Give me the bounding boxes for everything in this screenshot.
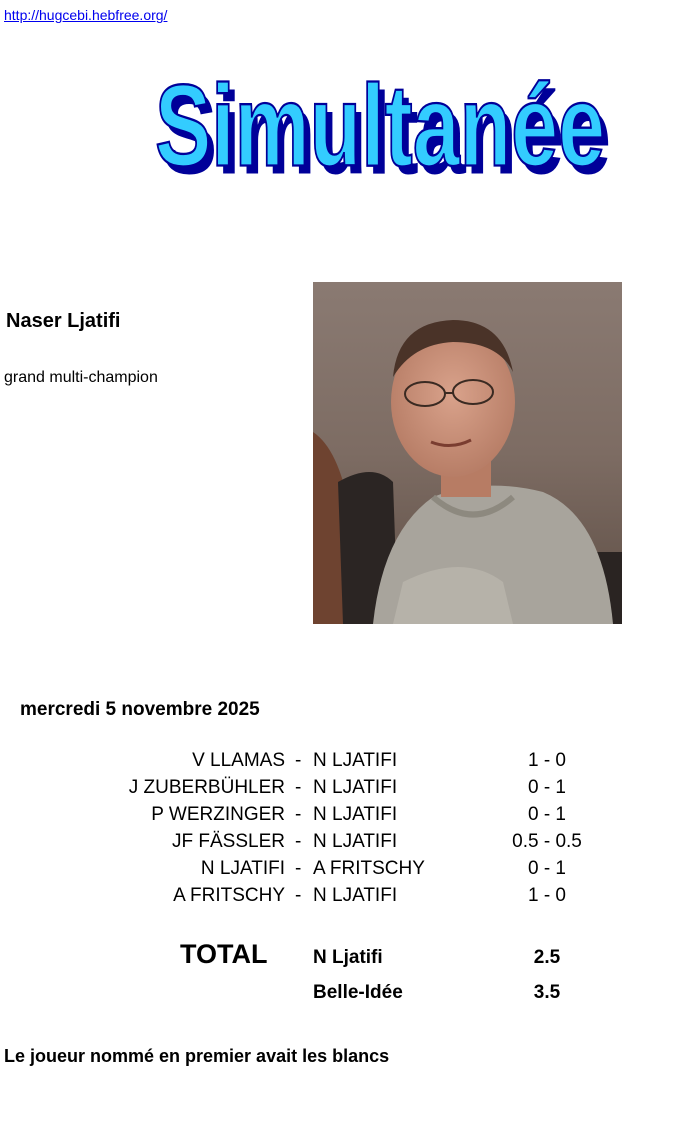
title-text: Simultanée bbox=[155, 60, 605, 190]
table-row bbox=[0, 831, 695, 858]
black-player: N LJATIFI bbox=[313, 750, 398, 771]
total-team: Belle-Idée bbox=[313, 982, 403, 1003]
player-photo bbox=[313, 282, 622, 624]
player-subtitle: grand multi-champion bbox=[4, 369, 158, 386]
title-shadow: Simultanée bbox=[161, 68, 611, 190]
black-player: N LJATIFI bbox=[313, 831, 398, 852]
separator: - bbox=[295, 750, 302, 771]
table-row bbox=[0, 750, 695, 777]
game-score: 1 - 0 bbox=[527, 885, 567, 906]
title-word-art bbox=[150, 50, 620, 190]
white-player: N LJATIFI bbox=[200, 858, 285, 879]
separator: - bbox=[295, 831, 302, 852]
table-row bbox=[0, 804, 695, 831]
player-name: Naser Ljatifi bbox=[6, 310, 121, 332]
separator: - bbox=[295, 885, 302, 906]
black-player: N LJATIFI bbox=[313, 777, 398, 798]
game-score: 1 - 0 bbox=[527, 750, 567, 771]
total-label: TOTAL bbox=[180, 939, 268, 969]
separator: - bbox=[295, 777, 302, 798]
game-score: 0.5 - 0.5 bbox=[512, 831, 582, 852]
black-player: A FRITSCHY bbox=[313, 858, 425, 879]
white-player: P WERZINGER bbox=[151, 804, 285, 825]
event-date: mercredi 5 novembre 2025 bbox=[20, 699, 260, 720]
white-player: JF FÄSSLER bbox=[172, 831, 285, 852]
black-player: N LJATIFI bbox=[313, 804, 398, 825]
separator: - bbox=[295, 858, 302, 879]
black-player: N LJATIFI bbox=[313, 885, 398, 906]
table-row bbox=[0, 885, 695, 912]
game-score: 0 - 1 bbox=[527, 777, 567, 798]
separator: - bbox=[295, 804, 302, 825]
total-points: 2.5 bbox=[533, 947, 561, 968]
footnote: Le joueur nommé en premier avait les blancs bbox=[4, 1046, 390, 1066]
total-team: N Ljatifi bbox=[313, 947, 383, 968]
total-points: 3.5 bbox=[533, 982, 561, 1003]
white-player: V LLAMAS bbox=[192, 750, 285, 771]
site-link[interactable]: http://hugcebi.hebfree.org/ bbox=[4, 7, 168, 23]
white-player: J ZUBERBÜHLER bbox=[128, 777, 285, 798]
white-player: A FRITSCHY bbox=[173, 885, 285, 906]
table-row bbox=[0, 777, 695, 804]
table-row bbox=[0, 858, 695, 885]
game-score: 0 - 1 bbox=[527, 804, 567, 825]
game-score: 0 - 1 bbox=[527, 858, 567, 879]
